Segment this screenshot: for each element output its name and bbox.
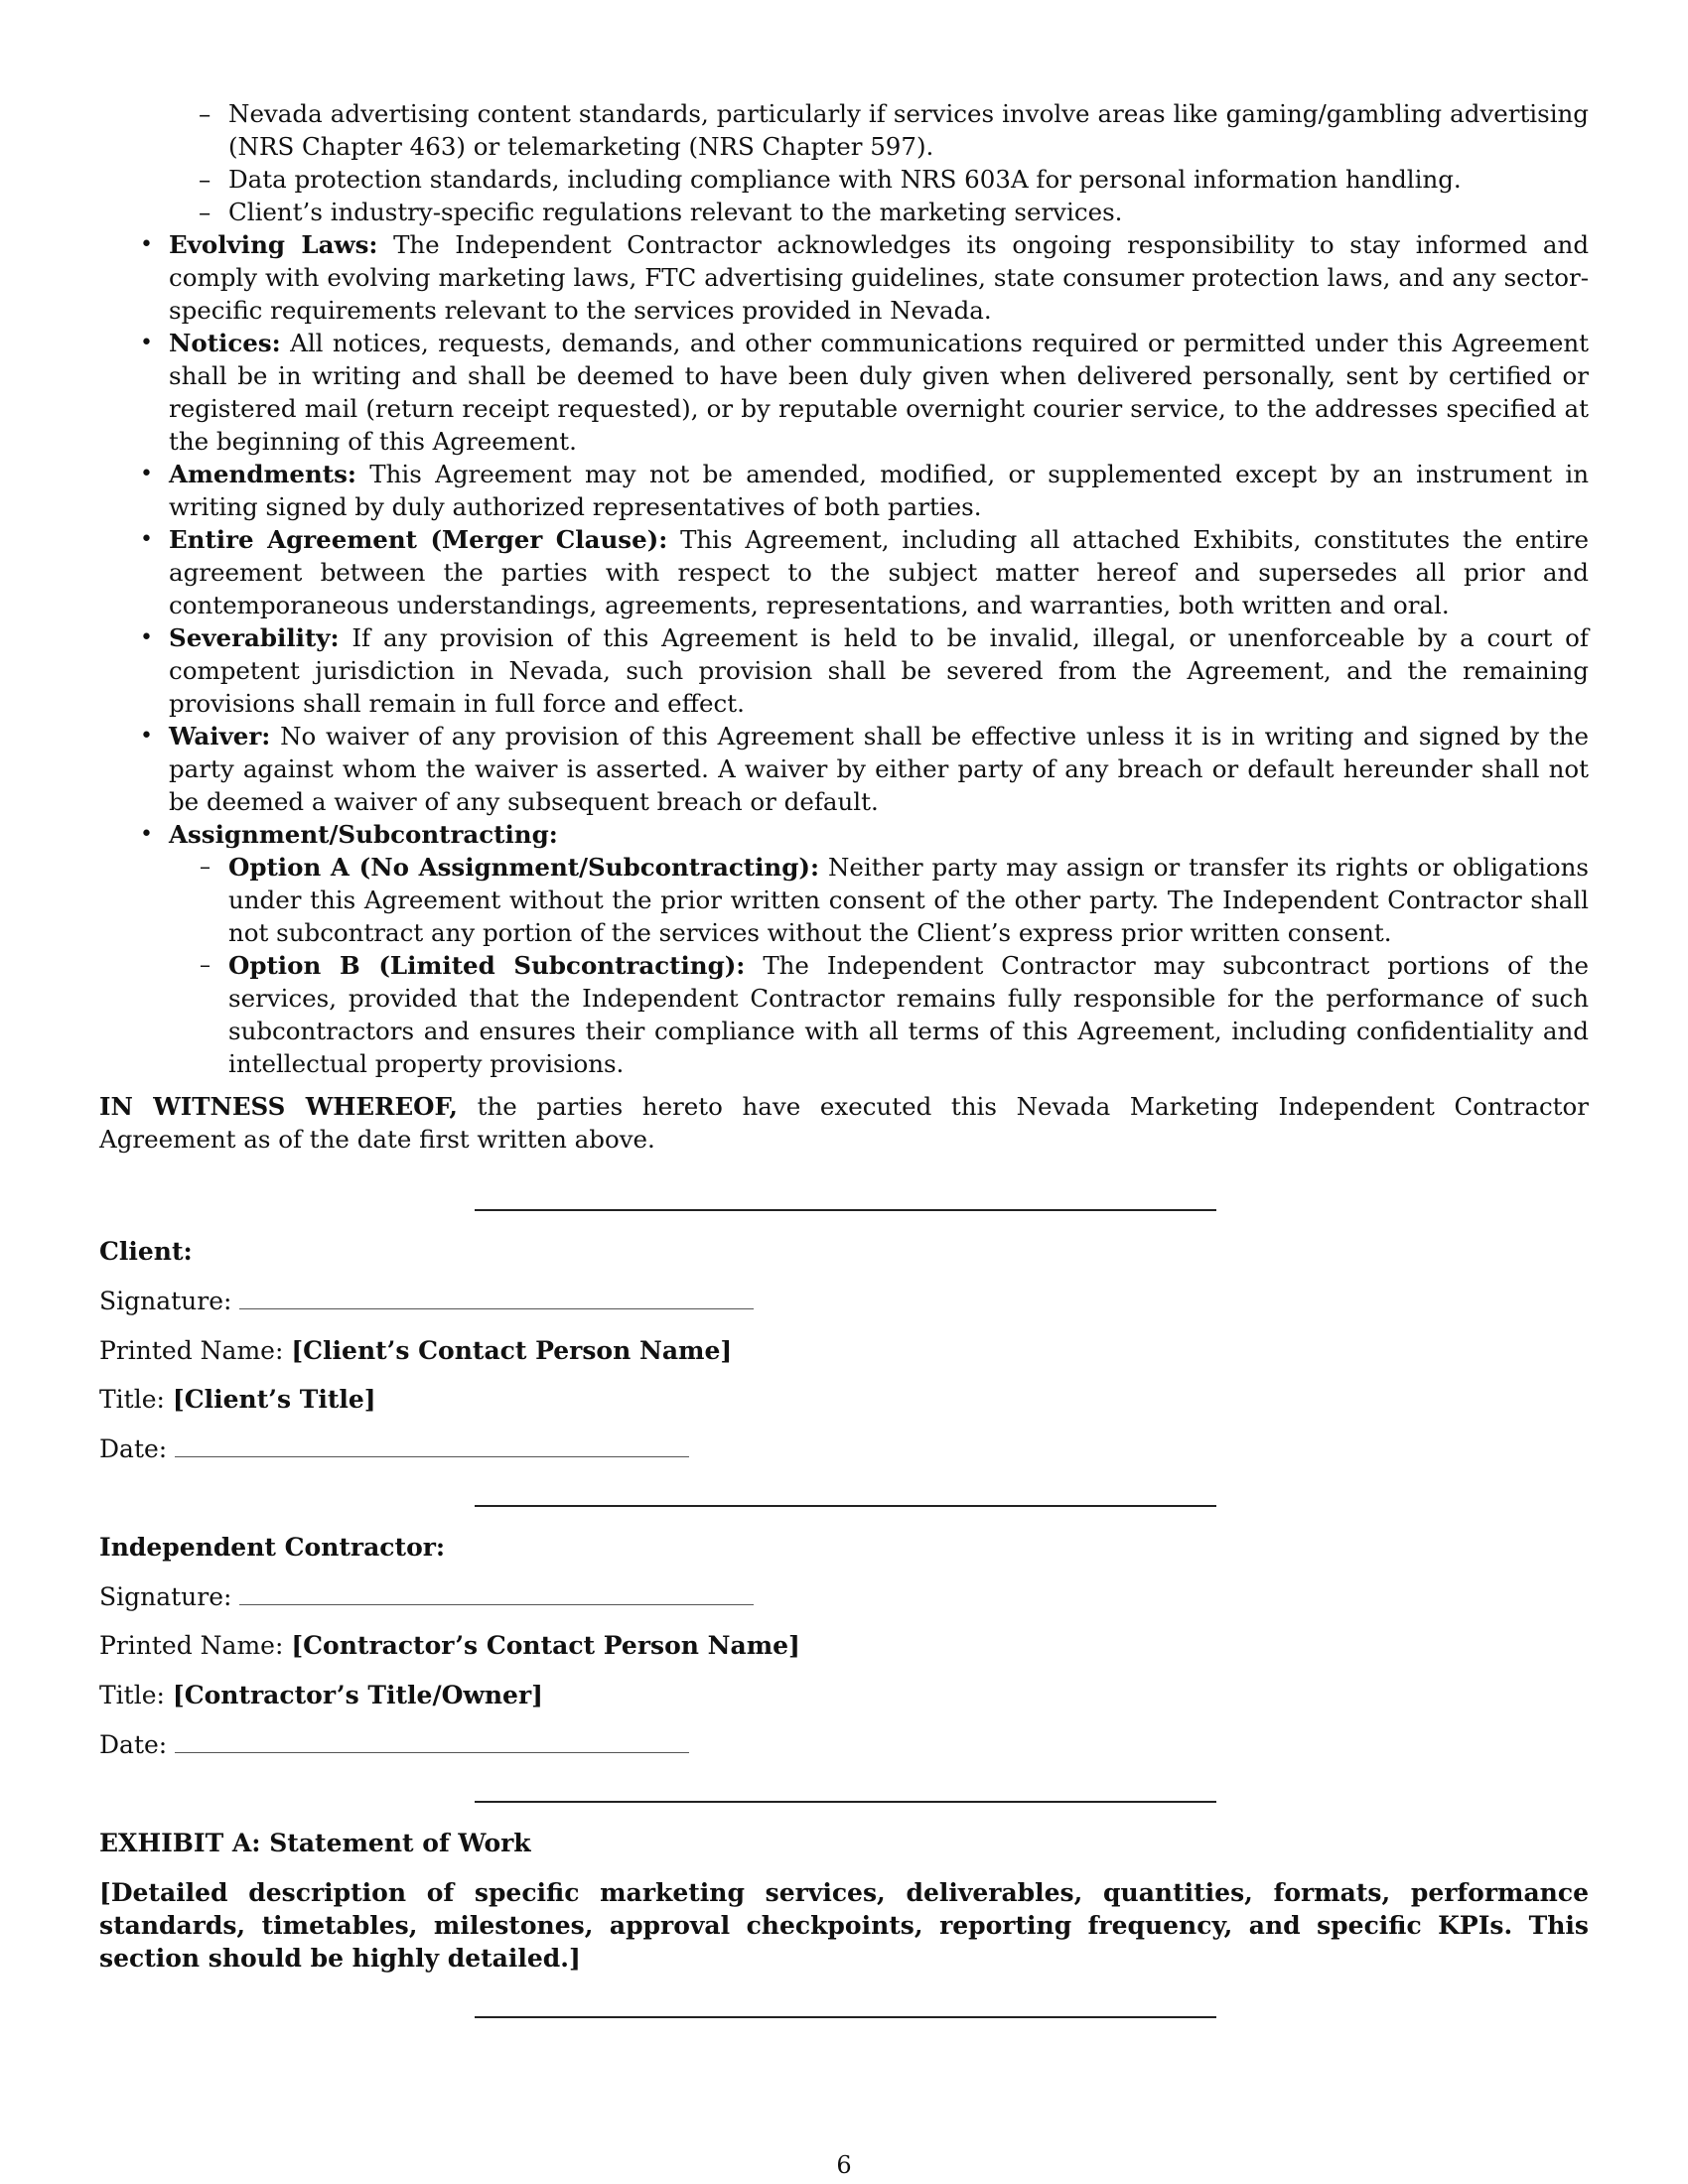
contractor-heading: Independent Contractor: — [99, 1533, 446, 1562]
bullet-marker: • — [140, 822, 153, 847]
clause-text: If any provision of this Agreement is held to be invalid, illegal, or unenforceable by a court of competent jurisdiction in Nevada, such provision shall be severed from the Agreement, and the remaining provisions shall remain in full force and effect. — [169, 623, 1589, 718]
clause-term: Amendments: — [169, 460, 356, 488]
option-text: The Independent Contractor may subcontract portions of the services, provided that the Independent Contractor remains fully responsible for the performance of such subcontractors and ensures their compliance with all terms of this Agreement, including confidentiality and intellectual property provisions. — [228, 951, 1590, 1078]
witness-lead: IN WITNESS WHEREOF, — [99, 1092, 458, 1121]
contractor-date-line[interactable] — [175, 1730, 689, 1753]
clause-term: Waiver: — [169, 722, 271, 751]
list-item-text: Client’s industry-specific regulations relevant to the marketing services. — [228, 198, 1123, 226]
client-date-line[interactable] — [175, 1434, 689, 1457]
dash-marker: – — [200, 953, 211, 978]
contractor-date-row — [99, 1728, 689, 1761]
clause-text: The Independent Contractor acknowledges its ongoing responsibility to stay informed and comply with evolving marketing laws, FTC advertising guidelines, state consumer protection laws, and any sector-specific requirements relevant to the services provided in Nevada. — [169, 230, 1589, 325]
clause-text: No waiver of any provision of this Agreement shall be effective unless it is in writing and signed by the party against whom the waiver is asserted. A waiver by either party of any breach or default hereunder shall not be deemed a waiver of any subsequent breach or default. — [169, 722, 1589, 816]
witness-paragraph — [99, 1090, 1589, 1156]
clause-term: Entire Agreement (Merger Clause): — [169, 525, 668, 554]
clause-severability — [140, 621, 1589, 720]
regulation-sublist — [99, 97, 1589, 228]
printed-name-label: Printed Name: — [99, 1631, 284, 1660]
clause-term: Evolving Laws: — [169, 230, 378, 259]
client-heading: Client: — [99, 1237, 193, 1266]
witness-text: the parties hereto have executed this Nevada Marketing Independent Contractor Agreement as of the date first written above. — [99, 1092, 1589, 1154]
page-number: 6 — [836, 2151, 852, 2179]
clause-notices — [140, 327, 1589, 458]
bullet-marker: • — [140, 527, 153, 552]
date-label: Date: — [99, 1730, 168, 1759]
clause-amendments — [140, 458, 1589, 523]
contractor-signature-row — [99, 1580, 754, 1613]
divider — [475, 1505, 1216, 1507]
contractor-title-value: [Contractor’s Title/Owner] — [172, 1681, 543, 1709]
divider — [475, 1801, 1216, 1803]
list-item — [199, 196, 1589, 228]
clause-term: Severability: — [169, 623, 340, 652]
exhibit-heading: EXHIBIT A: Statement of Work — [99, 1829, 531, 1857]
clause-waiver — [140, 720, 1589, 818]
list-item — [199, 97, 1589, 163]
dash-marker: – — [200, 855, 211, 880]
clause-list — [99, 228, 1589, 1080]
divider — [475, 1209, 1216, 1211]
list-item — [199, 163, 1589, 196]
dash-marker: – — [199, 198, 211, 226]
signature-label: Signature: — [99, 1582, 232, 1611]
option-b — [200, 949, 1590, 1080]
assignment-options — [169, 851, 1589, 1080]
bullet-marker: • — [140, 331, 153, 355]
client-title-value: [Client’s Title] — [172, 1385, 376, 1414]
clause-text: All notices, requests, demands, and other communications required or permitted under this Agreement shall be in writing and shall be deemed to have been duly given when delivered personally, sent by certified or registered mail (return receipt requested), or by reputable overnight courier service, to the addresses specified at the beginning of this Agreement. — [169, 329, 1589, 456]
client-printed-name-row — [99, 1334, 732, 1367]
bullet-marker: • — [140, 724, 153, 749]
option-a — [200, 851, 1590, 949]
client-signature-line[interactable] — [239, 1287, 754, 1309]
contractor-printed-name-value: [Contractor’s Contact Person Name] — [291, 1631, 800, 1660]
bullet-marker: • — [140, 462, 153, 486]
clause-assignment — [140, 818, 1590, 1080]
option-term: Option A (No Assignment/Subcontracting): — [228, 853, 819, 882]
printed-name-label: Printed Name: — [99, 1336, 284, 1365]
date-label: Date: — [99, 1434, 168, 1463]
clause-entire-agreement — [140, 523, 1590, 621]
title-label: Title: — [99, 1385, 165, 1414]
client-signature-row — [99, 1285, 754, 1317]
clause-evolving-laws — [140, 228, 1589, 327]
exhibit-body: [Detailed description of specific marketing services, deliverables, quantities, formats, performance standards, timetables, milestones, approval checkpoints, reporting frequency, and specific KPIs. This section should be highly detailed.] — [99, 1878, 1589, 1973]
list-item-text: Nevada advertising content standards, particularly if services involve areas like gaming/gambling advertising (NRS Chapter 463) or telemarketing (NRS Chapter 597). — [228, 99, 1589, 161]
clause-term: Assignment/Subcontracting: — [169, 820, 558, 849]
clause-text: This Agreement, including all attached Exhibits, constitutes the entire agreement between the parties with respect to the subject matter hereof and supersedes all prior and contemporaneous understandings, agreements, representations, and warranties, both written and oral. — [169, 525, 1590, 619]
option-text: Neither party may assign or transfer its rights or obligations under this Agreement without the prior written consent of the other party. The Independent Contractor shall not subcontract any portion of the services without the Client’s express prior written consent. — [228, 853, 1590, 947]
signature-label: Signature: — [99, 1287, 232, 1315]
dash-marker: – — [199, 165, 211, 194]
contractor-signature-line[interactable] — [239, 1582, 754, 1605]
bullet-marker: • — [140, 232, 153, 257]
title-label: Title: — [99, 1681, 165, 1709]
clause-term: Notices: — [169, 329, 281, 357]
list-item-text: Data protection standards, including compliance with NRS 603A for personal information handling. — [228, 165, 1462, 194]
contractor-printed-name-row — [99, 1629, 800, 1662]
divider — [475, 2016, 1216, 2018]
dash-marker: – — [199, 99, 211, 128]
clauses-section — [99, 97, 1589, 1156]
option-term: Option B (Limited Subcontracting): — [228, 951, 746, 980]
clause-text: This Agreement may not be amended, modified, or supplemented except by an instrument in writing signed by duly authorized representatives of both parties. — [169, 460, 1589, 521]
client-date-row — [99, 1433, 689, 1465]
contractor-title-row — [99, 1679, 543, 1711]
client-title-row — [99, 1383, 376, 1416]
bullet-marker: • — [140, 625, 153, 650]
client-printed-name-value: [Client’s Contact Person Name] — [291, 1336, 733, 1365]
